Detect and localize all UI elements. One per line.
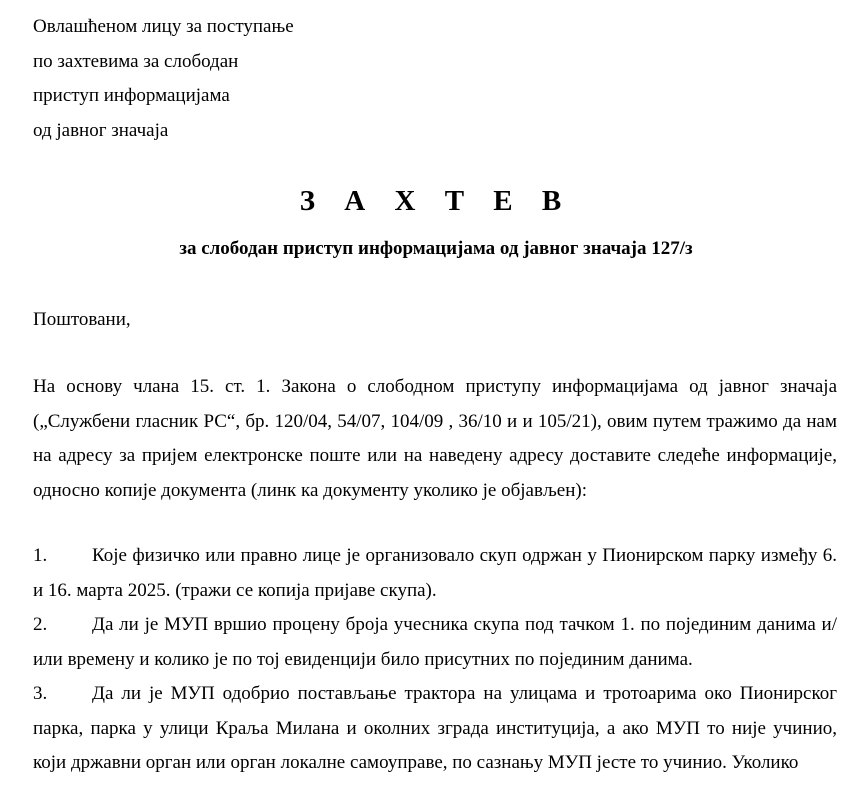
addressee-line: од јавног значаја	[33, 119, 169, 141]
list-item-number: 3.	[33, 683, 48, 704]
addressee-line: по захтевима за слободан	[33, 50, 239, 72]
intro-paragraph: На основу члана 15. ст. 1. Закона о слободном приступу информацијама од јавног значаја („Службени гласник РС“, бр. 120/04, 54/07, 104/09 , 36/10 и и 105/21), овим путем тражимо да нам на адресу за пријем електронске поште или на наведену адресу доставите следеће информације, односно копије документа (линк ка документу уколико је објављен):	[33, 376, 837, 501]
document-title: З А Х Т Е В	[299, 185, 573, 217]
addressee-line: Овлашћеном лицу за поступање	[33, 16, 294, 37]
list-item-number: 2.	[33, 614, 48, 635]
list-item-text: Да ли је МУП одобрио постављање трактора на улицама и тротоарима око Пионирског парка, парка у улици Краља Милана и околних зграда институција, а ако МУП то није учинио, који државни орган или орган локалне самоуправе, по сазнању МУП јесте то учинио. Уколико	[33, 683, 837, 773]
addressee-line: приступ информацијама	[33, 85, 230, 106]
list-item	[33, 677, 837, 781]
document-subtitle: за слободан приступ информацијама од јавног значаја 127/з	[179, 238, 693, 259]
list-item	[33, 539, 837, 608]
list-item-text: Које физичко или правно лице је организовало скуп одржан у Пионирском парку између 6. и 16. марта 2025. (тражи се копија пријаве скупа).	[33, 545, 837, 601]
list-item-text: Да ли је МУП вршио процену броја учесника скупа под тачком 1. по појединим данима и/или времену и колико је по тој евиденцији било присутних по појединим данима.	[33, 614, 837, 670]
request-list	[33, 539, 837, 781]
greeting: Поштовани,	[33, 309, 131, 330]
list-item-number: 1.	[33, 545, 48, 566]
list-item	[33, 608, 837, 677]
addressee-block	[33, 10, 294, 148]
